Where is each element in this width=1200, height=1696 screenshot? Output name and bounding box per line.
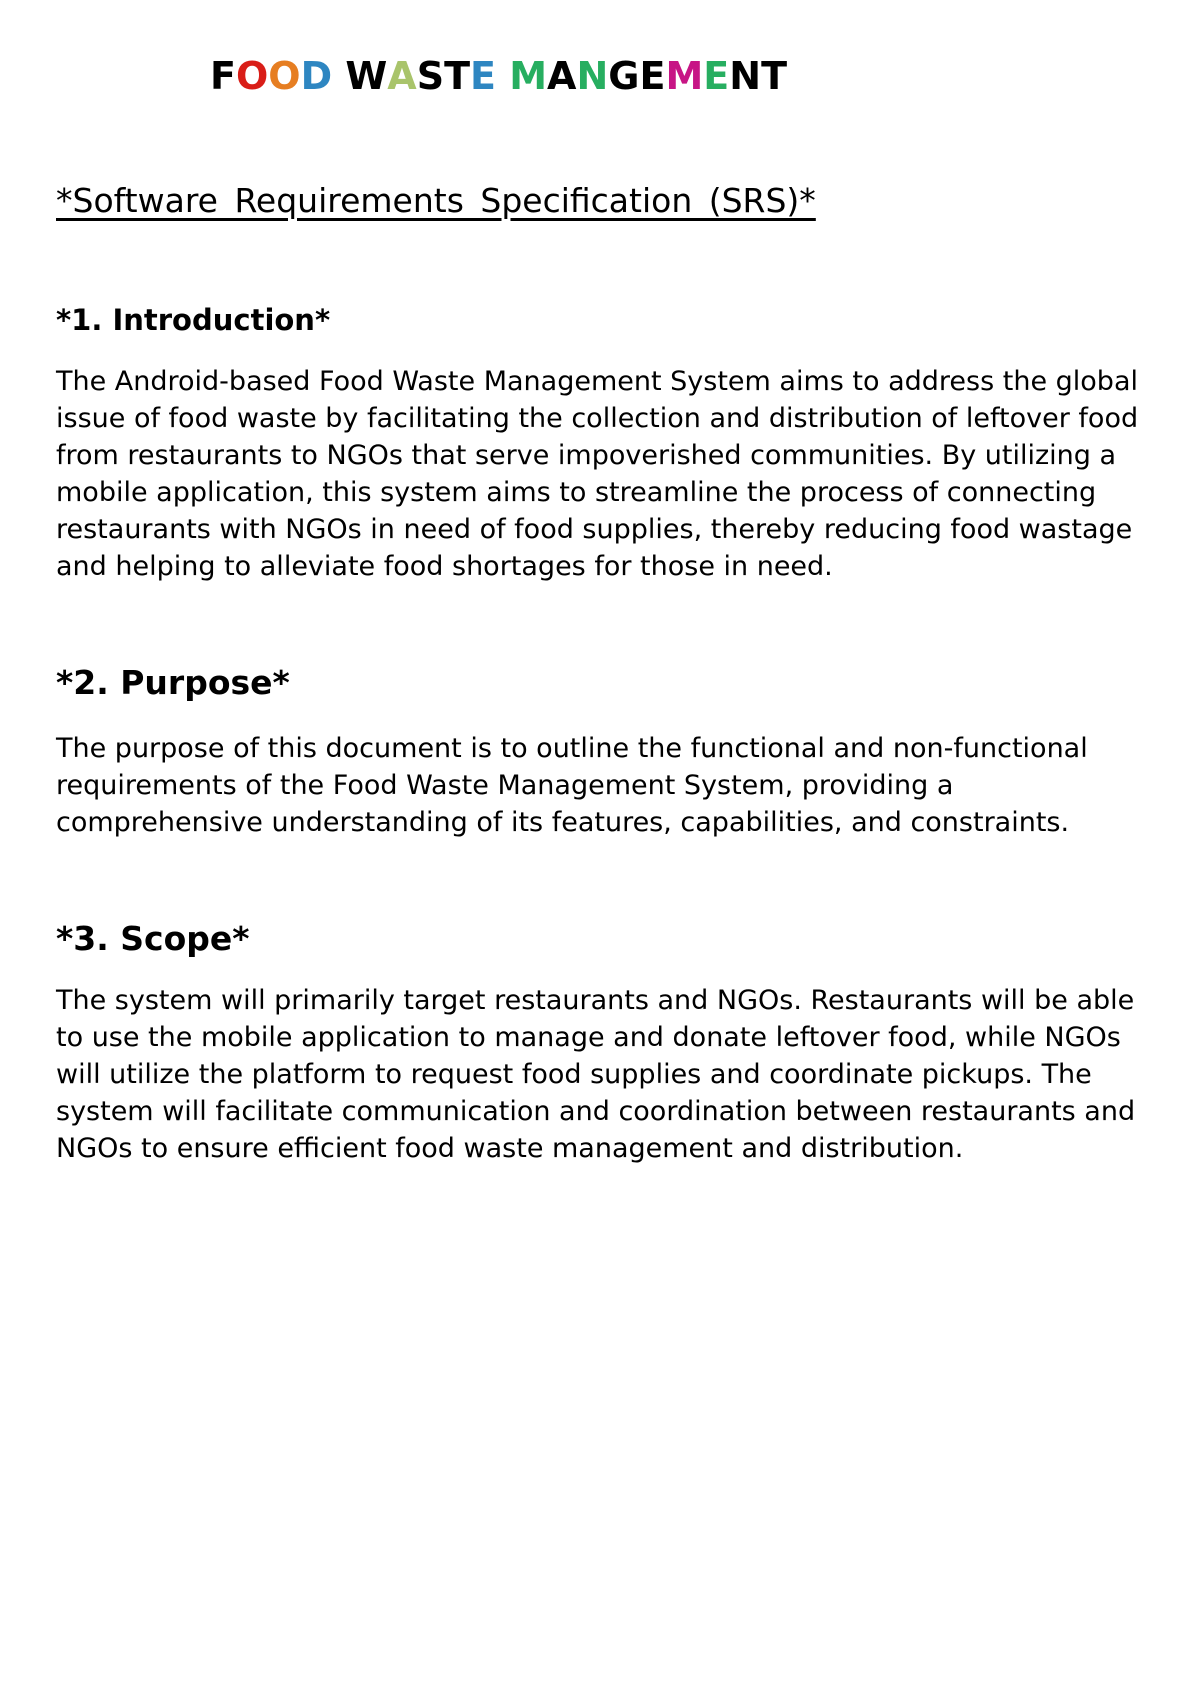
title-letter	[496, 52, 509, 100]
title-letter: O	[235, 54, 269, 98]
title-letter: T	[761, 54, 787, 98]
scope-paragraph: The system will primarily target restaurants and NGOs. Restaurants will be able to use the mobile application to manage and donate leftover food, while NGOs will utilize the platform to request food supplies and coordinate pickups. The system will facilitate communication and coordination between restaurants and NGOs to ensure efficient food waste management and distribution.	[56, 985, 1136, 1164]
title-letter: A	[547, 54, 577, 98]
title-letter: T	[444, 54, 471, 98]
title-letter: A	[387, 54, 417, 98]
title-letter: M	[509, 54, 548, 98]
title-letter: E	[703, 54, 730, 98]
title-letter	[332, 52, 345, 100]
title-letter: N	[729, 54, 762, 98]
purpose-paragraph: The purpose of this document is to outline the functional and non-functional requirements of the Food Waste Management System, providing a comprehensive understanding of its features, capabilities, and constraints.	[56, 733, 1088, 838]
purpose-heading: *2. Purpose*	[56, 663, 290, 702]
document-title	[210, 52, 787, 100]
title-letter: O	[268, 54, 301, 98]
title-letter: D	[300, 54, 333, 98]
title-letter: F	[210, 54, 236, 98]
title-letter: M	[665, 54, 704, 98]
srs-heading: *Software Requirements Specification (SRS)*	[56, 181, 816, 220]
title-letter: E	[639, 54, 666, 98]
scope-heading: *3. Scope*	[56, 919, 250, 958]
title-letter: E	[470, 54, 496, 98]
introduction-heading: *1. Introduction*	[56, 303, 331, 337]
title-letter: G	[608, 54, 640, 98]
title-letter: N	[576, 54, 609, 98]
title-letter: W	[345, 54, 388, 98]
introduction-paragraph: The Android-based Food Waste Management System aims to address the global issue of food waste by facilitating the collection and distribution of leftover food from restaurants to NGOs that serve impoverished communities. By utilizing a mobile application, this system aims to streamline the process of connecting restaurants with NGOs in need of food supplies, thereby reducing food wastage and helping to alleviate food shortages for those in need.	[56, 366, 1139, 582]
title-letter: S	[416, 54, 445, 98]
